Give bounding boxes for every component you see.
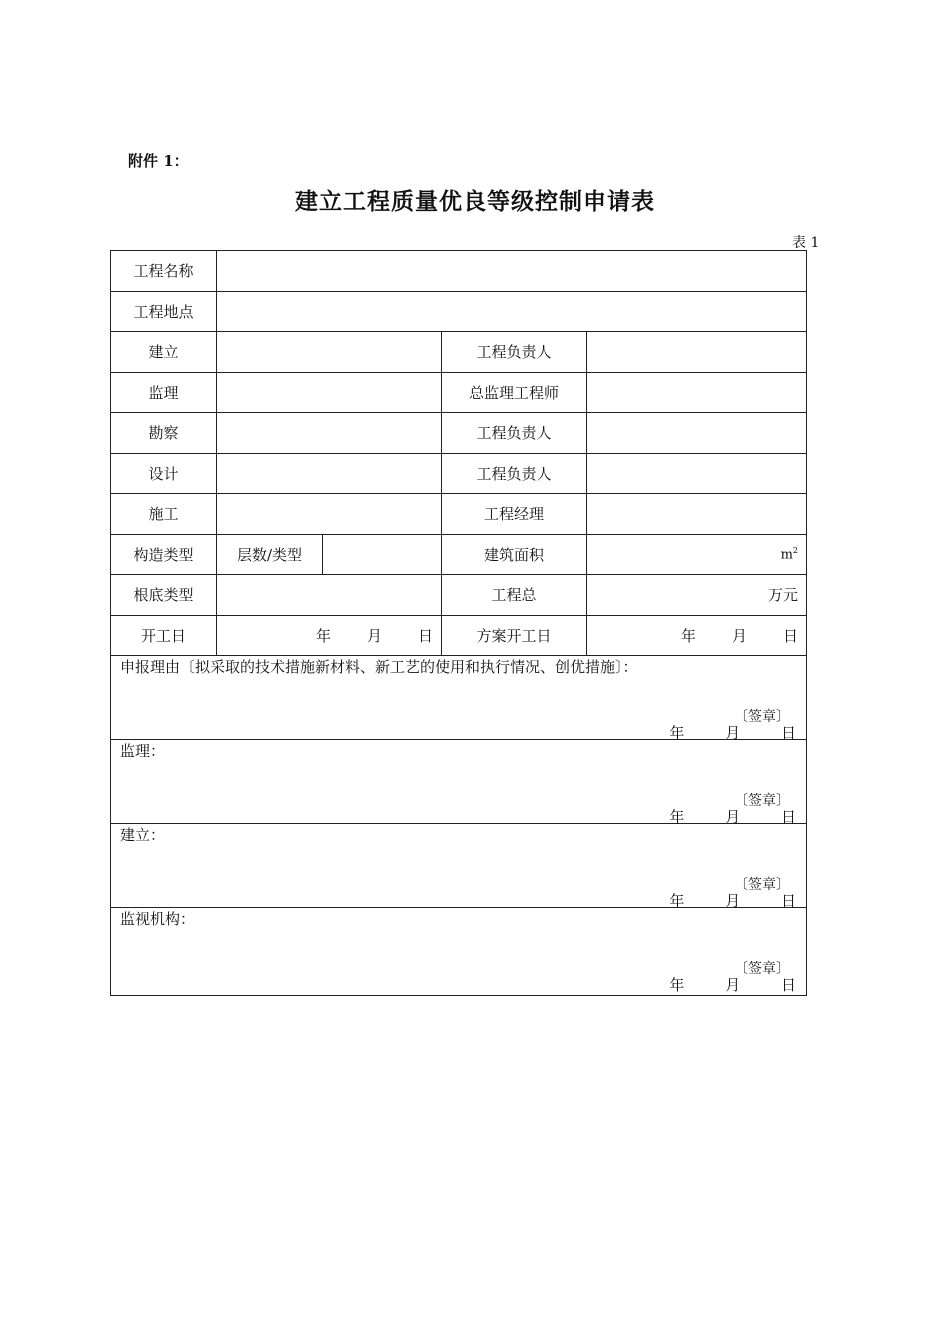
month-label: 月 (725, 976, 741, 994)
attachment-label: 附件 1： (128, 152, 189, 170)
form-row (111, 575, 807, 616)
year-label: 年 (669, 724, 685, 742)
construction-unit-field[interactable] (217, 332, 442, 373)
project-manager-label: 工程经理 (442, 494, 587, 535)
supervision-field[interactable] (217, 372, 442, 413)
chief-supervisor-label: 总监理工程师 (442, 372, 587, 413)
month-label: 月 (731, 626, 747, 645)
person-in-charge-label: 工程负责人 (442, 332, 587, 373)
form-row (111, 332, 807, 373)
person-in-charge-field[interactable] (587, 413, 807, 454)
project-name-label: 工程名称 (111, 251, 217, 292)
form-row (111, 251, 807, 292)
day-label: 日 (780, 724, 796, 742)
table-number: 表 1 (792, 235, 820, 251)
person-in-charge-field[interactable] (587, 332, 807, 373)
person-in-charge-field[interactable] (587, 453, 807, 494)
project-location-field[interactable] (217, 291, 807, 332)
area-unit: m (780, 547, 793, 563)
person-in-charge-label: 工程负责人 (442, 413, 587, 454)
seal-label: 〔签章〕 (734, 709, 790, 725)
day-label: 日 (780, 892, 796, 910)
form-row (111, 824, 807, 908)
builder-field[interactable] (217, 494, 442, 535)
construction-unit-label: 建立 (111, 332, 217, 373)
builder-label: 施工 (111, 494, 217, 535)
project-name-field[interactable] (217, 251, 807, 292)
design-field[interactable] (217, 453, 442, 494)
chief-supervisor-field[interactable] (587, 372, 807, 413)
form-row (111, 413, 807, 454)
area-unit-exponent: 2 (792, 546, 798, 556)
total-cost-field[interactable] (587, 575, 807, 616)
form-row (111, 291, 807, 332)
page-title: 建立工程质量优良等级控制申请表 (295, 188, 655, 215)
form-row (111, 615, 807, 656)
day-label: 日 (780, 808, 796, 826)
person-in-charge-label: 工程负责人 (442, 453, 587, 494)
form-row (111, 453, 807, 494)
project-manager-field[interactable] (587, 494, 807, 535)
year-label: 年 (669, 976, 685, 994)
plan-start-date-field[interactable] (587, 615, 807, 656)
total-cost-label: 工程总 (442, 575, 587, 616)
month-label: 月 (366, 626, 382, 645)
floors-type-field[interactable] (323, 534, 442, 575)
day-label: 日 (782, 626, 798, 645)
block-title: 监理： (120, 742, 166, 760)
foundation-type-label: 根底类型 (111, 575, 217, 616)
month-label: 月 (725, 724, 741, 742)
design-label: 设计 (111, 453, 217, 494)
structure-type-label: 构造类型 (111, 534, 217, 575)
form-row (111, 494, 807, 535)
building-area-field[interactable] (587, 534, 807, 575)
form-row (111, 656, 807, 740)
form-row (111, 908, 807, 996)
application-form (110, 250, 807, 996)
block-date (669, 974, 796, 995)
supervision-label: 监理 (111, 372, 217, 413)
seal-label: 〔签章〕 (734, 961, 790, 977)
year-label: 年 (669, 892, 685, 910)
year-label: 年 (315, 626, 331, 645)
building-area-label: 建筑面积 (442, 534, 587, 575)
day-label: 日 (417, 626, 433, 645)
application-reason-block[interactable] (111, 656, 807, 740)
month-label: 月 (725, 808, 741, 826)
start-date-label: 开工日 (111, 615, 217, 656)
floors-type-label: 层数/类型 (217, 534, 323, 575)
form-row (111, 372, 807, 413)
plan-start-date-label: 方案开工日 (442, 615, 587, 656)
supervision-opinion-block[interactable] (111, 740, 807, 824)
cost-unit: 万元 (767, 586, 798, 605)
foundation-type-field[interactable] (217, 575, 442, 616)
seal-label: 〔签章〕 (734, 877, 790, 893)
start-date-field[interactable] (217, 615, 442, 656)
block-title: 建立： (120, 826, 166, 844)
block-title: 申报理由〔拟采取的技术措施新材料、新工艺的使用和执行情况、创优措施〕： (120, 658, 638, 676)
construction-unit-opinion-block[interactable] (111, 824, 807, 908)
form-row (111, 740, 807, 824)
survey-label: 勘察 (111, 413, 217, 454)
block-title: 监视机构： (120, 910, 196, 928)
form-row (111, 534, 807, 575)
day-label: 日 (780, 976, 796, 994)
year-label: 年 (680, 626, 696, 645)
survey-field[interactable] (217, 413, 442, 454)
month-label: 月 (725, 892, 741, 910)
project-location-label: 工程地点 (111, 291, 217, 332)
seal-label: 〔签章〕 (734, 793, 790, 809)
monitoring-agency-opinion-block[interactable] (111, 908, 807, 996)
year-label: 年 (669, 808, 685, 826)
